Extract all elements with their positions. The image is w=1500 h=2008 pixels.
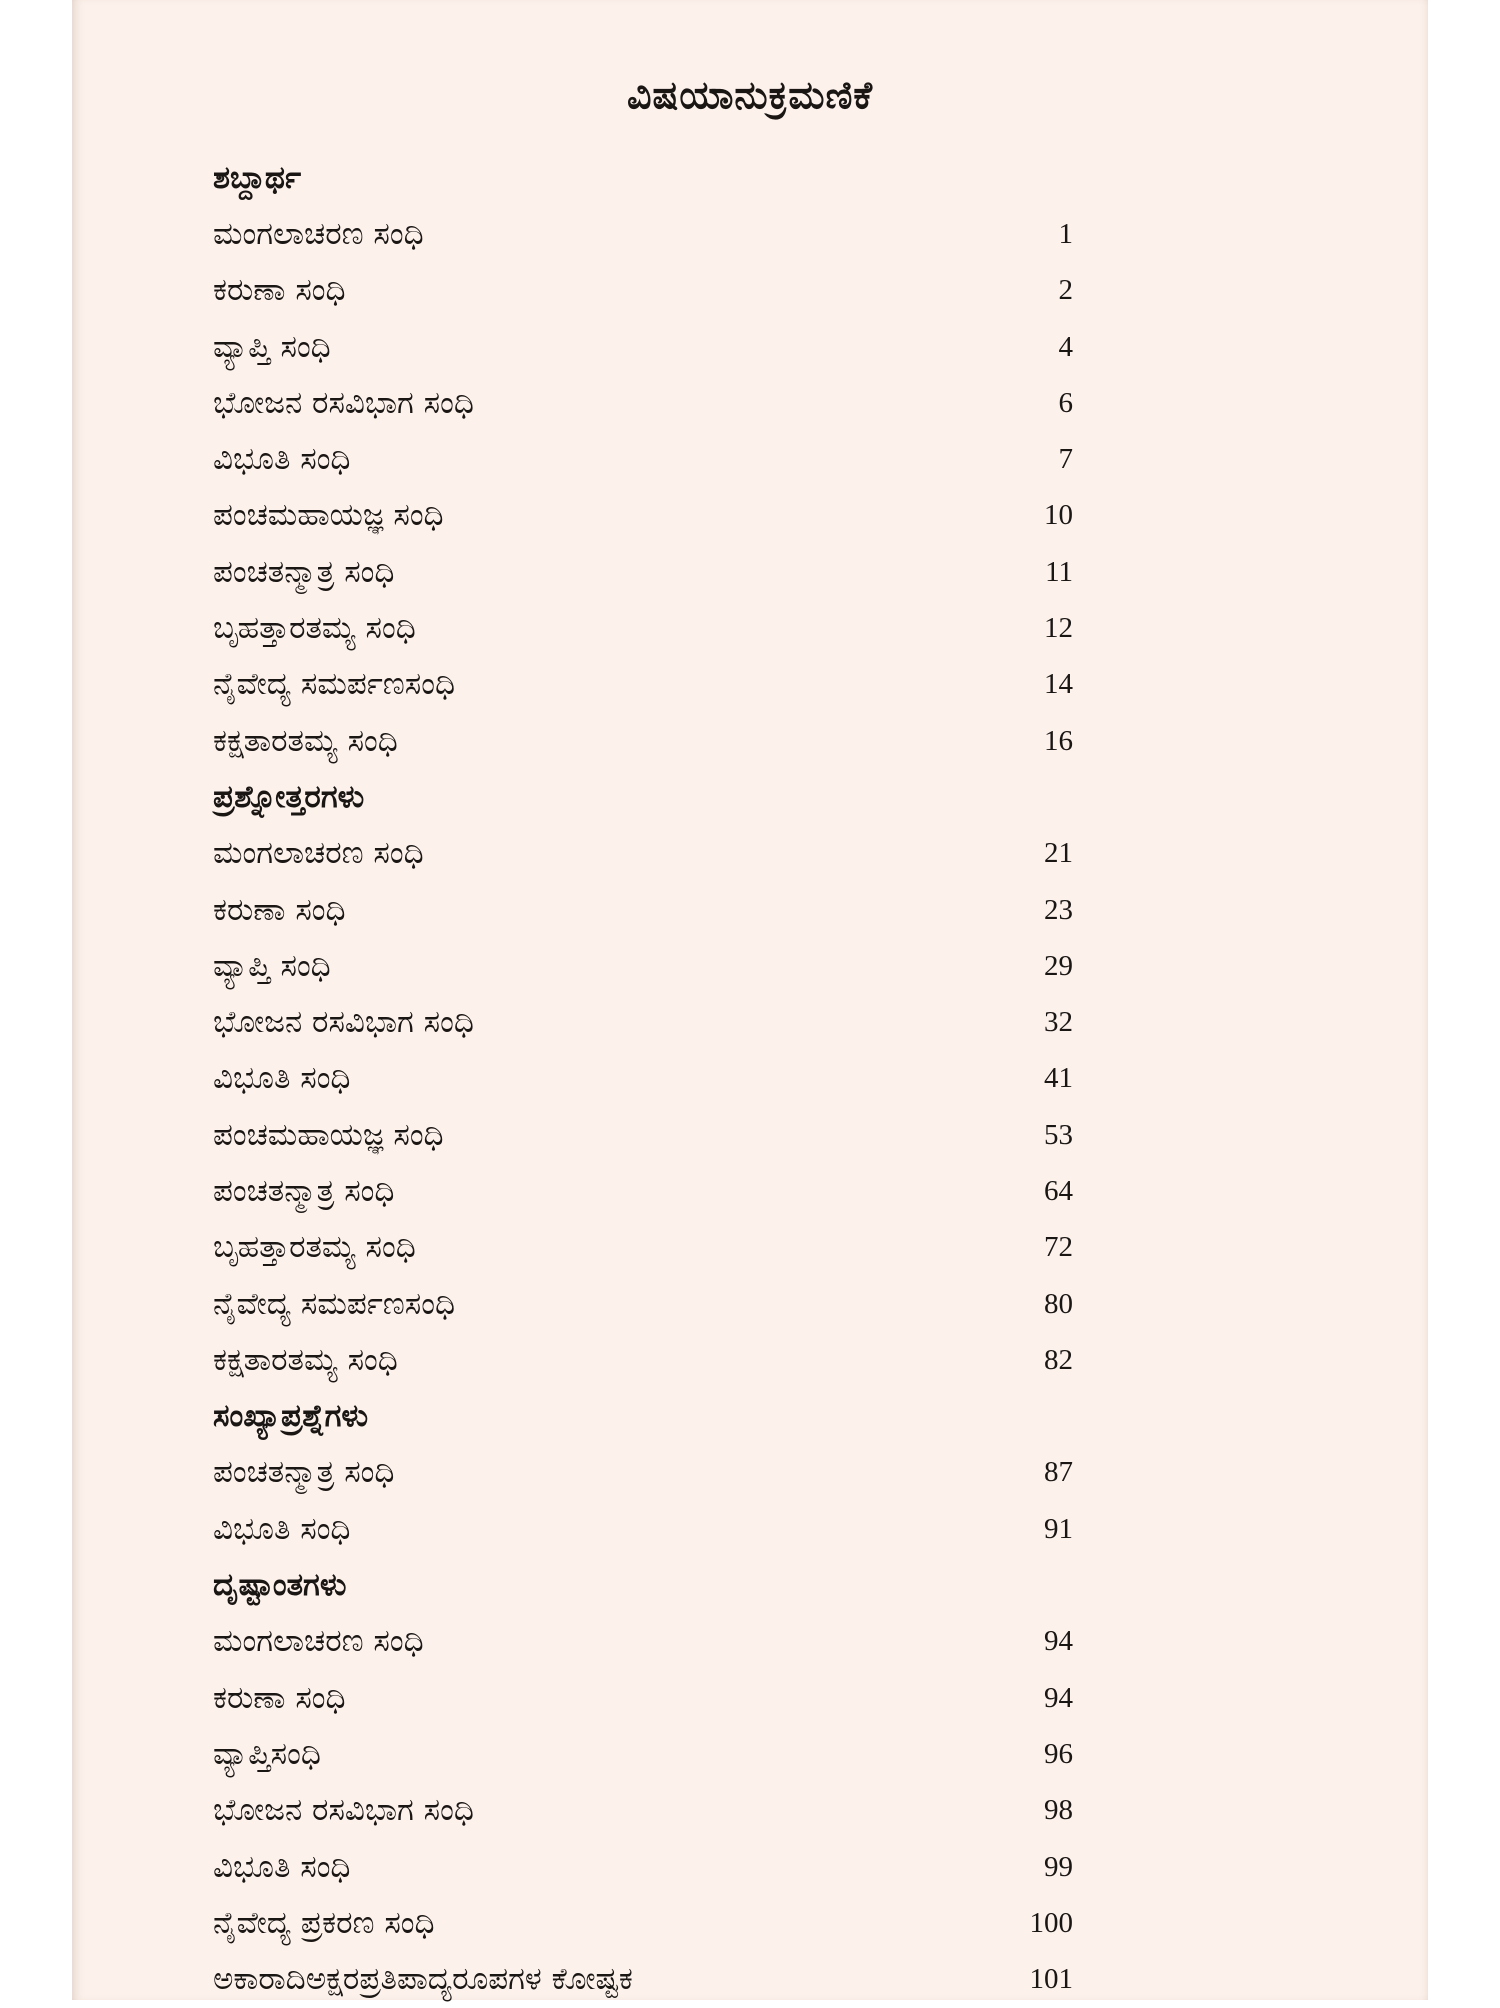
toc-entry-page-number: 98 bbox=[1044, 1794, 1073, 1827]
toc-entry-page-number: 72 bbox=[1044, 1231, 1073, 1264]
toc-entry bbox=[213, 206, 1073, 262]
toc-entry-label: ನೈವೇದ್ಯ ಪ್ರಕರಣ ಸಂಧಿ bbox=[213, 1904, 435, 1941]
toc-entry bbox=[213, 1614, 1073, 1670]
toc-entry-label: ಕಕ್ಷತಾರತಮ್ಯ ಸಂಧಿ bbox=[213, 1341, 398, 1378]
toc-entry bbox=[213, 1670, 1073, 1726]
toc-entry-page-number: 16 bbox=[1044, 724, 1073, 757]
toc-entry-page-number: 6 bbox=[1058, 386, 1073, 419]
toc-entry-label: ಭೋಜನ ರಸವಿಭಾಗ ಸಂಧಿ bbox=[213, 1792, 474, 1829]
toc-entry-page-number: 4 bbox=[1058, 330, 1073, 363]
toc-entry bbox=[213, 544, 1073, 600]
toc-entry-page-number: 29 bbox=[1044, 949, 1073, 982]
page-title: ವಿಷಯಾನುಕ್ರಮಣಿಕೆ bbox=[626, 72, 874, 117]
toc-entry bbox=[213, 1445, 1073, 1501]
section-heading bbox=[213, 769, 1073, 825]
toc-entry bbox=[213, 826, 1073, 882]
toc-entry-page-number: 94 bbox=[1044, 1625, 1073, 1658]
toc-entry-page-number: 80 bbox=[1044, 1287, 1073, 1320]
toc-entry-label: ವಿಭೂತಿ ಸಂಧಿ bbox=[213, 441, 351, 478]
toc-entry-label: ಪಂಚಮಹಾಯಜ್ಞ ಸಂಧಿ bbox=[213, 1116, 444, 1153]
toc-entry bbox=[213, 1051, 1073, 1107]
table-of-contents bbox=[213, 150, 1073, 2008]
section-heading bbox=[213, 1389, 1073, 1445]
toc-entry-label: ವ್ಯಾಪ್ತಿ ಸಂಧಿ bbox=[213, 328, 331, 365]
toc-entry-page-number: 87 bbox=[1044, 1456, 1073, 1489]
toc-entry-label: ವ್ಯಾಪ್ತಿಸಂಧಿ bbox=[213, 1735, 321, 1772]
toc-entry-page-number: 32 bbox=[1044, 1006, 1073, 1039]
toc-entry-page-number: 11 bbox=[1045, 555, 1073, 588]
toc-entry-page-number: 1 bbox=[1058, 217, 1073, 250]
toc-entry-page-number: 10 bbox=[1044, 499, 1073, 532]
toc-entry-label: ಪಂಚತನ್ಮಾತ್ರ ಸಂಧಿ bbox=[213, 1172, 395, 1209]
toc-entry-page-number: 100 bbox=[1029, 1906, 1073, 1939]
toc-entry-label: ಕರುಣಾ ಸಂಧಿ bbox=[213, 891, 346, 928]
toc-entry-label: ಮಂಗಲಾಚರಣ ಸಂಧಿ bbox=[213, 215, 424, 252]
section-heading bbox=[213, 150, 1073, 206]
toc-entry-page-number: 21 bbox=[1044, 837, 1073, 870]
toc-entry-label: ಅಕಾರಾದಿಅಕ್ಷರಪ್ರತಿಪಾದ್ಯರೂಪಗಳ ಕೋಷ್ಟಕ bbox=[213, 1961, 633, 1998]
toc-entry-page-number: 23 bbox=[1044, 893, 1073, 926]
toc-entry bbox=[213, 994, 1073, 1050]
toc-entry-label: ವಿಭೂತಿ ಸಂಧಿ bbox=[213, 1510, 351, 1547]
toc-entry-label: ವ್ಯಾಪ್ತಿ ಸಂಧಿ bbox=[213, 947, 331, 984]
toc-entry-page-number: 101 bbox=[1029, 1963, 1073, 1996]
toc-entry bbox=[213, 375, 1073, 431]
toc-entry-page-number: 94 bbox=[1044, 1681, 1073, 1714]
toc-entry bbox=[213, 882, 1073, 938]
toc-entry-label: ಮಂಗಲಾಚರಣ ಸಂಧಿ bbox=[213, 1623, 424, 1660]
section-heading bbox=[213, 1557, 1073, 1613]
toc-entry bbox=[213, 1726, 1073, 1782]
toc-entry-label: ಮಂಗಲಾಚರಣ ಸಂಧಿ bbox=[213, 835, 424, 872]
toc-entry-label: ಪಂಚಮಹಾಯಜ್ಞ ಸಂಧಿ bbox=[213, 497, 444, 534]
toc-entry bbox=[213, 1107, 1073, 1163]
section-heading-label: ಸಂಖ್ಯಾಪ್ರಶ್ನೆಗಳು bbox=[213, 1398, 369, 1435]
toc-entry-label: ಭೋಜನ ರಸವಿಭಾಗ ಸಂಧಿ bbox=[213, 384, 474, 421]
toc-entry-label: ನೈವೇದ್ಯ ಸಮರ್ಪಣಸಂಧಿ bbox=[213, 1285, 455, 1322]
toc-entry-label: ಪಂಚತನ್ಮಾತ್ರ ಸಂಧಿ bbox=[213, 1454, 395, 1491]
section-heading-label: ಶಬ್ದಾರ್ಥ bbox=[213, 159, 302, 196]
toc-entry-label: ಭೋಜನ ರಸವಿಭಾಗ ಸಂಧಿ bbox=[213, 1004, 474, 1041]
toc-entry bbox=[213, 1220, 1073, 1276]
toc-entry-page-number: 7 bbox=[1058, 443, 1073, 476]
toc-entry-page-number: 99 bbox=[1044, 1850, 1073, 1883]
toc-entry bbox=[213, 938, 1073, 994]
toc-entry-label: ಪಂಚತನ್ಮಾತ್ರ ಸಂಧಿ bbox=[213, 553, 395, 590]
section-heading-label: ದೃಷ್ಟಾಂತಗಳು bbox=[213, 1567, 347, 1604]
toc-entry-label: ಬೃಹತ್ತಾರತಮ್ಯ ಸಂಧಿ bbox=[213, 610, 416, 647]
toc-entry bbox=[213, 713, 1073, 769]
toc-entry bbox=[213, 1276, 1073, 1332]
toc-entry-page-number: 96 bbox=[1044, 1737, 1073, 1770]
section-heading-label: ಪ್ರಶ್ನೋತ್ತರಗಳು bbox=[213, 778, 365, 815]
toc-entry-page-number: 53 bbox=[1044, 1118, 1073, 1151]
toc-entry-label: ಕಕ್ಷತಾರತಮ್ಯ ಸಂಧಿ bbox=[213, 722, 398, 759]
toc-entry-label: ವಿಭೂತಿ ಸಂಧಿ bbox=[213, 1060, 351, 1097]
toc-entry-page-number: 64 bbox=[1044, 1174, 1073, 1207]
toc-entry bbox=[213, 1501, 1073, 1557]
toc-entry-label: ವಿಭೂತಿ ಸಂಧಿ bbox=[213, 1848, 351, 1885]
toc-entry-page-number: 91 bbox=[1044, 1512, 1073, 1545]
toc-entry bbox=[213, 319, 1073, 375]
toc-entry-page-number: 12 bbox=[1044, 612, 1073, 645]
toc-entry-label: ಕರುಣಾ ಸಂಧಿ bbox=[213, 272, 346, 309]
toc-entry-page-number: 41 bbox=[1044, 1062, 1073, 1095]
toc-entry-page-number: 82 bbox=[1044, 1343, 1073, 1376]
toc-entry-page-number: 14 bbox=[1044, 668, 1073, 701]
toc-entry-label: ಬೃಹತ್ತಾರತಮ್ಯ ಸಂಧಿ bbox=[213, 1229, 416, 1266]
toc-entry bbox=[213, 1952, 1073, 2008]
toc-entry bbox=[213, 1332, 1073, 1388]
toc-entry bbox=[213, 600, 1073, 656]
toc-entry-page-number: 2 bbox=[1058, 274, 1073, 307]
toc-entry bbox=[213, 1839, 1073, 1895]
toc-entry bbox=[213, 263, 1073, 319]
toc-entry-label: ಕರುಣಾ ಸಂಧಿ bbox=[213, 1679, 346, 1716]
toc-entry bbox=[213, 431, 1073, 487]
toc-entry-label: ನೈವೇದ್ಯ ಸಮರ್ಪಣಸಂಧಿ bbox=[213, 666, 455, 703]
toc-entry bbox=[213, 1783, 1073, 1839]
toc-entry bbox=[213, 1895, 1073, 1951]
toc-entry bbox=[213, 488, 1073, 544]
toc-entry bbox=[213, 657, 1073, 713]
toc-entry bbox=[213, 1163, 1073, 1219]
